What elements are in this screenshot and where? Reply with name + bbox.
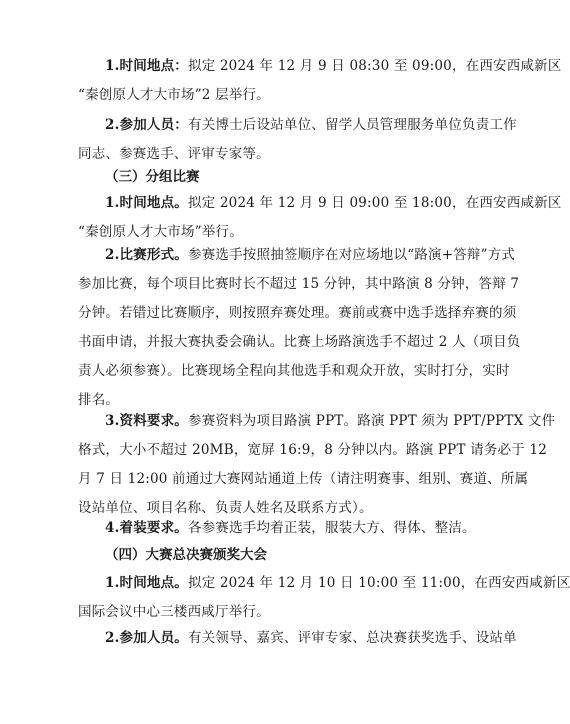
paragraph-time-location-opening (78, 52, 562, 110)
paragraph-time-location-group (78, 189, 562, 247)
paragraph-participants-opening (78, 111, 517, 169)
paragraph-text: 设站单位、项目名称、负责人姓名及联系方式）。 (78, 500, 373, 516)
paragraph-competition-format (78, 241, 521, 415)
paragraph-text: 拟定 2024 年 12 月 9 日 08:30 至 09:00，在西安西咸新区 (188, 58, 562, 74)
paragraph-text: “秦创原人才大市场”2 层举行。 (78, 87, 270, 103)
paragraph-time-location-ceremony (78, 569, 570, 627)
item-label: 4.着装要求。 (105, 520, 188, 536)
paragraph-text: 排名。 (78, 392, 120, 408)
section-heading-group-competition: （三）分组比赛 (105, 169, 200, 185)
paragraph-text: “秦创原人才大市场”举行。 (78, 224, 243, 240)
paragraph-text: 月 7 日 12:00 前通过大赛网站通道上传（请注明赛事、组别、赛道、所属 (78, 471, 529, 487)
paragraph-dress-requirements (78, 514, 476, 543)
paragraph-text: 参加比赛，每个项目比赛时长不超过 15 分钟，其中路演 8 分钟，答辩 7 (78, 276, 520, 292)
paragraph-text: 格式，大小不超过 20MB，宽屏 16:9，8 分钟以内。路演 PPT 请务必于 12 (78, 442, 548, 458)
item-label: 3.资料要求。 (105, 413, 188, 429)
item-label: 1.时间地点： (105, 58, 188, 74)
paragraph-text: 有关博士后设站单位、留学人员管理服务单位负责工作 (188, 117, 517, 133)
paragraph-participants-ceremony (78, 624, 517, 653)
paragraph-text: 拟定 2024 年 12 月 9 日 09:00 至 18:00，在西安西咸新区 (188, 195, 562, 211)
paragraph-text: 有关领导、嘉宾、评审专家、总决赛获奖选手、设站单 (188, 630, 517, 646)
item-label: 2.参加人员： (105, 117, 188, 133)
paragraph-text: 参赛资料为项目路演 PPT。路演 PPT 须为 PPT/PPTX 文件 (188, 413, 556, 429)
paragraph-text: 拟定 2024 年 12 月 10 日 10:00 至 11:00，在西安西咸新区 (188, 575, 570, 591)
paragraph-text: 国际会议中心三楼西咸厅举行。 (78, 604, 270, 620)
paragraph-text: 分钟。若错过比赛顺序，则按照弃赛处理。赛前或赛中选手选择弃赛的须 (78, 305, 517, 321)
section-heading-award-ceremony: （四）大赛总决赛颁奖大会 (105, 547, 267, 563)
item-label: 2.参加人员。 (105, 630, 188, 646)
paragraph-text: 参赛选手按照抽签顺序在对应场地以“路演+答辩”方式 (188, 247, 516, 263)
paragraph-text: 责人必须参赛）。比赛现场全程向其他选手和观众开放，实时打分，实时 (78, 363, 510, 379)
paragraph-text: 同志、参赛选手、评审专家等。 (78, 146, 270, 162)
item-label: 2.比赛形式。 (105, 247, 188, 263)
item-label: 1.时间地点。 (105, 195, 188, 211)
paragraph-material-requirements (78, 407, 556, 523)
paragraph-text: 书面申请，并报大赛执委会确认。比赛上场路演选手不超过 2 人（项目负 (78, 334, 521, 350)
item-label: 1.时间地点。 (105, 575, 188, 591)
paragraph-text: 各参赛选手均着正装，服装大方、得体、整洁。 (188, 520, 476, 536)
